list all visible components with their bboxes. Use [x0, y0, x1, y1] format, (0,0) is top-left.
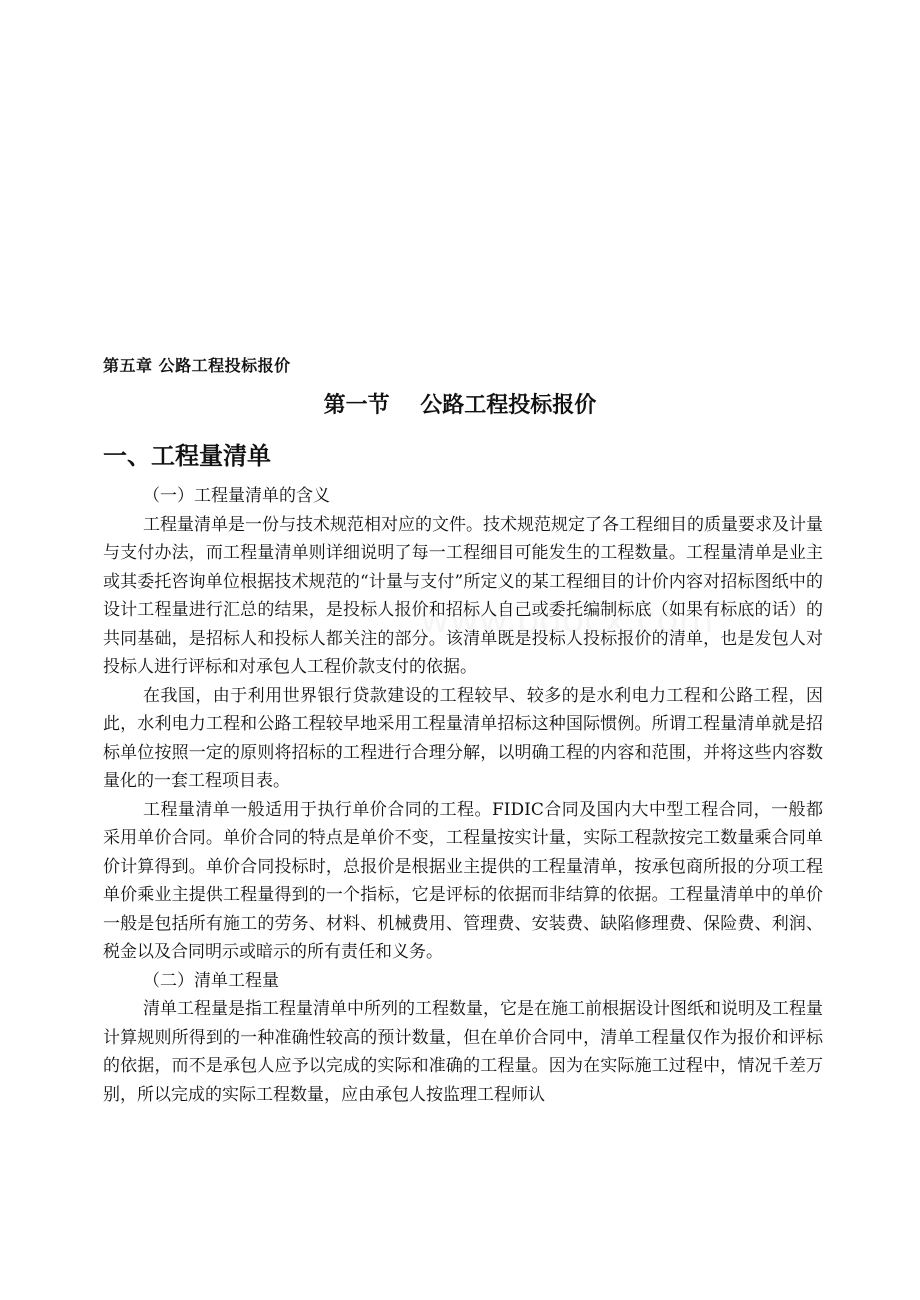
paragraph: 在我国，由于利用世界银行贷款建设的工程较早、较多的是水利电力工程和公路工程，因此，水利电力工程和公路工程较早地采用工程量清单招标这种国际惯例。所谓工程量清单就是招标单位按照一定的原则将招标的工程进行合理分解，以明确工程的内容和范围，并将这些内容数量化的一套工程项目表。 [103, 685, 823, 791]
body-text [103, 482, 823, 1109]
paragraph: 工程量清单是一份与技术规范相对应的文件。技术规范规定了各工程细目的质量要求及计量与支付办法，而工程量清单则详细说明了每一工程细目可能发生的工程数量。工程量清单是业主或其委托咨询单位根据技术规范的“计量与支付”所定义的某工程细目的计价内容对招标图纸中的设计工程量进行汇总的结果，是投标人报价和招标人自己或委托编制标底（如果有标底的话）的共同基础，是招标人和投标人都关注的部分。该清单既是投标人投标报价的清单，也是发包人对投标人进行评标和对承包人工程价款支付的依据。 [103, 514, 823, 677]
section-title: 第一节 公路工程投标报价 [323, 393, 597, 418]
paragraph: 清单工程量是指工程量清单中所列的工程数量，它是在施工前根据设计图纸和说明及工程量计算规则所得到的一种准确性较高的预计数量，但在单价合同中，清单工程量仅作为报价和评标的依据，而不是承包人应予以完成的实际和准确的工程量。因为在实际施工过程中，情况千差万别，所以完成的实际工程数量，应由承包人按监理工程师认 [103, 999, 823, 1105]
heading-bill-of-quantities: 一、工程量清单 [103, 442, 271, 470]
paragraph: 工程量清单一般适用于执行单价合同的工程。FIDIC合同及国内大中型工程合同，一般都采用单价合同。单价合同的特点是单价不变，工程量按实计量，实际工程款按完工数量乘合同单价计算得到。单价合同投标时，总报价是根据业主提供的工程量清单，按承包商所报的分项工程单价乘业主提供工程量得到的一个指标，它是评标的依据而非结算的依据。工程量清单中的单价一般是包括所有施工的劳务、材料、机械费用、管理费、安装费、缺陷修理费、保险费、利润、税金以及合同明示或暗示的所有责任和义务。 [103, 799, 823, 962]
subheading: （一）工程量清单的含义 [143, 486, 330, 506]
subheading: （二）清单工程量 [143, 970, 279, 991]
chapter-title: 第五章 公路工程投标报价 [103, 356, 291, 375]
